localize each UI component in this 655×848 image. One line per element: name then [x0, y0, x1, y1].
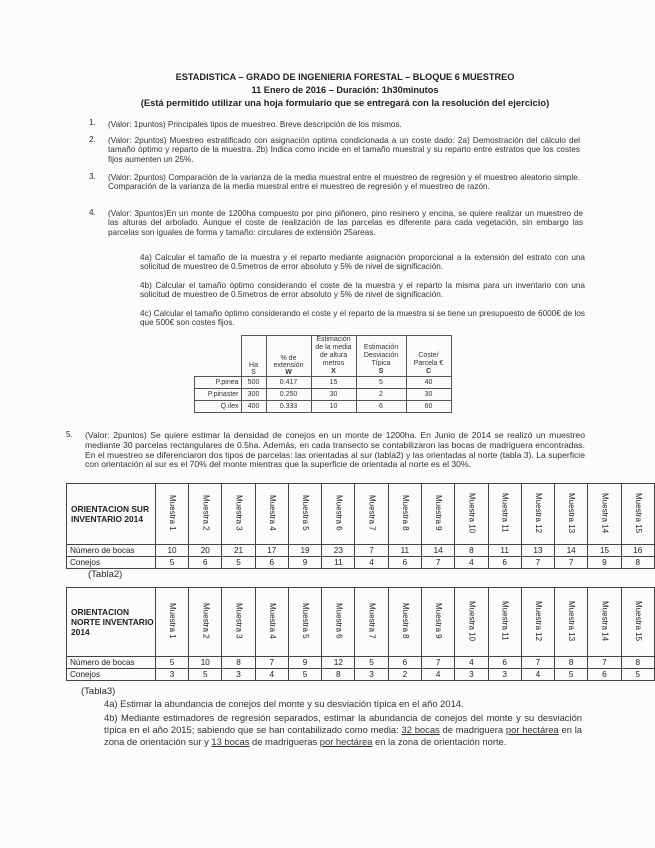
sample-value: 12 — [322, 657, 355, 669]
sample-value: 9 — [288, 557, 321, 569]
sample-value: 7 — [421, 557, 454, 569]
strata-ha: 500 — [241, 377, 266, 389]
sample-header: Muestra 10 — [455, 484, 488, 545]
sample-header: Muestra 8 — [388, 588, 421, 657]
sample-value: 8 — [621, 657, 654, 669]
sample-header: Muestra 13 — [555, 484, 588, 545]
sample-value: 5 — [189, 669, 222, 681]
sample-header: Muestra 9 — [421, 588, 454, 657]
strata-ha: 400 — [241, 401, 266, 413]
strata-row — [195, 377, 452, 389]
strata-name: Q.ilex — [195, 401, 242, 413]
sample-header: Muestra 11 — [488, 484, 521, 545]
table-sur-title: ORIENTACION SUR INVENTARIO 2014 — [67, 484, 156, 545]
sample-header: Muestra 1 — [155, 484, 188, 545]
strata-name: P.pinea — [195, 377, 242, 389]
sample-value: 7 — [255, 657, 288, 669]
sample-value: 5 — [155, 657, 188, 669]
strata-h-dev: Estimación Desviación Típica S — [356, 336, 406, 377]
sample-value: 7 — [355, 545, 388, 557]
sample-value: 5 — [155, 557, 188, 569]
q5a-text: 4a) Estimar la abundancia de conejos del monte y su desviación típica en el año 2014. — [104, 698, 464, 709]
sample-header: Muestra 5 — [288, 588, 321, 657]
sample-header: Muestra 14 — [588, 484, 621, 545]
table-norte-row2-label: Conejos — [67, 669, 156, 681]
table-norte-title: ORIENTACION NORTE INVENTARIO 2014 — [67, 588, 156, 657]
sample-value: 8 — [621, 557, 654, 569]
sample-value: 9 — [588, 557, 621, 569]
sample-value: 3 — [488, 669, 521, 681]
sample-header: Muestra 3 — [222, 588, 255, 657]
sample-value: 20 — [189, 545, 222, 557]
sample-value: 11 — [488, 545, 521, 557]
sample-value: 13 — [521, 545, 554, 557]
sample-value: 21 — [222, 545, 255, 557]
sample-value: 6 — [189, 557, 222, 569]
sample-value: 6 — [488, 557, 521, 569]
sample-value: 6 — [388, 657, 421, 669]
sample-header: Muestra 10 — [455, 588, 488, 657]
sample-value: 10 — [189, 657, 222, 669]
table-sur-row2-label: Conejos — [67, 557, 156, 569]
strata-c: 60 — [406, 401, 451, 413]
sample-value: 7 — [421, 657, 454, 669]
sample-value: 7 — [588, 657, 621, 669]
sample-value: 4 — [255, 669, 288, 681]
sample-value: 5 — [355, 657, 388, 669]
sample-value: 4 — [421, 669, 454, 681]
sample-header: Muestra 6 — [322, 484, 355, 545]
exam-note: (Está permitido utilizar una hoja formulario que se entregará con la resolución del ejercicio) — [140, 97, 550, 108]
sample-header: Muestra 8 — [388, 484, 421, 545]
table-norte-row1-label: Número de bocas — [67, 657, 156, 669]
exam-title: ESTADISTICA – GRADO DE INGENIERIA FORESTAL – BLOQUE 6 MUESTREO — [175, 72, 515, 82]
sample-value: 14 — [421, 545, 454, 557]
strata-name: P.pinaster — [195, 389, 242, 401]
sample-header: Muestra 7 — [355, 484, 388, 545]
sample-value: 11 — [322, 557, 355, 569]
sample-value: 6 — [488, 657, 521, 669]
strata-corner — [195, 336, 242, 377]
q2-number: 2. — [89, 135, 96, 144]
q4-text: (Valor: 3puntos)En un monte de 1200ha compuesto por pino piñonero, pino resinero y encina, se quiere realizar un muestreo de las alturas del arbolado. Aunque el coste de realización de las parcelas es diferente para cada vegetación, sin embargo las parcelas son iguales de forma y tamaño: circulares de extensión 25areas. — [108, 209, 583, 237]
strata-x: 30 — [311, 389, 356, 401]
sample-header: Muestra 11 — [488, 588, 521, 657]
sample-value: 19 — [288, 545, 321, 557]
strata-h-cost: Coste/ Parcela € C — [406, 336, 451, 377]
sample-value: 2 — [388, 669, 421, 681]
sample-value: 4 — [521, 669, 554, 681]
q4c-text: 4c) Calcular el tamaño óptimo considerando el coste y el reparto de la muestra si se tiene un presupuesto de 6000€ de los que 500€ son costes fijos. — [140, 309, 585, 328]
sample-header: Muestra 6 — [322, 588, 355, 657]
sample-value: 10 — [155, 545, 188, 557]
sample-value: 8 — [455, 545, 488, 557]
sample-value: 3 — [455, 669, 488, 681]
strata-c: 30 — [406, 389, 451, 401]
strata-s: 5 — [356, 377, 406, 389]
q1-text: (Valor: 1puntos) Principales tipos de muestreo. Breve descripción de los mismos. — [108, 120, 402, 129]
sample-value: 15 — [588, 545, 621, 557]
strata-table — [194, 335, 452, 413]
sample-value: 3 — [222, 669, 255, 681]
strata-w: 0.417 — [266, 377, 311, 389]
sample-header: Muestra 5 — [288, 484, 321, 545]
sample-value: 9 — [288, 657, 321, 669]
sample-value: 8 — [322, 669, 355, 681]
table-sur — [66, 483, 655, 569]
sample-header: Muestra 4 — [255, 484, 288, 545]
strata-h-est: Estimación de la media de altura metros X — [311, 336, 356, 377]
sample-header: Muestra 14 — [588, 588, 621, 657]
sample-value: 3 — [155, 669, 188, 681]
sample-value: 3 — [355, 669, 388, 681]
sample-header: Muestra 1 — [155, 588, 188, 657]
sample-header: Muestra 4 — [255, 588, 288, 657]
sample-header: Muestra 2 — [189, 588, 222, 657]
sample-value: 5 — [621, 669, 654, 681]
sample-header: Muestra 12 — [521, 588, 554, 657]
q5-number: 5. — [66, 430, 73, 439]
sample-header: Muestra 3 — [222, 484, 255, 545]
sample-value: 14 — [555, 545, 588, 557]
sample-value: 5 — [222, 557, 255, 569]
q4a-text: 4a) Calcular el tamaño de la muestra y el reparto mediante asignación proporcional a la extensión del estrato con una solicitud de muestreo de 0.5metros de error absoluto y 5% de nivel de significación. — [140, 253, 585, 272]
sample-value: 7 — [521, 657, 554, 669]
strata-c: 40 — [406, 377, 451, 389]
exam-date: 11 Enero de 2016 – Duración: 1h30minutos — [251, 85, 439, 95]
strata-s: 6 — [356, 401, 406, 413]
q1-number: 1. — [89, 118, 96, 127]
q3-number: 3. — [89, 172, 96, 181]
sample-value: 8 — [222, 657, 255, 669]
table-sur-caption: (Tabla2) — [88, 569, 123, 580]
strata-h-ext: % de extensión W — [266, 336, 311, 377]
sample-value: 8 — [555, 657, 588, 669]
q3-text: (Valor: 2puntos) Comparación de la varianza de la media muestral entre el muestreo de regresión y el muestreo aleatorio simple. Comparación de la varianza de la media muestral entre el muestreo de regresión y el muestreo de razón. — [108, 173, 580, 192]
strata-x: 15 — [311, 377, 356, 389]
strata-h-ha: Ha S — [241, 336, 266, 377]
strata-x: 10 — [311, 401, 356, 413]
sample-value: 4 — [355, 557, 388, 569]
sample-header: Muestra 7 — [355, 588, 388, 657]
sample-header: Muestra 15 — [621, 588, 654, 657]
sample-value: 17 — [255, 545, 288, 557]
strata-w: 0.333 — [266, 401, 311, 413]
sample-value: 7 — [521, 557, 554, 569]
q4-number: 4. — [89, 208, 96, 217]
q4b-text: 4b) Calcular el tamaño óptimo considerando el coste de la muestra y el reparto la misma para un inventario con una solicitud de muestreo de 0.5metros de error absoluto y 5% de nivel de significación. — [140, 281, 585, 300]
sample-value: 5 — [288, 669, 321, 681]
sample-header: Muestra 12 — [521, 484, 554, 545]
sample-value: 7 — [555, 557, 588, 569]
sample-value: 16 — [621, 545, 654, 557]
sample-header: Muestra 15 — [621, 484, 654, 545]
q5-text: (Valor: 2puntos) Se quiere estimar la densidad de conejos en un monte de 1200ha. En Junio de 2014 se realizó un muestreo mediante 30 parcelas rectangulares de 0.5ha. Además, en cada transecto se contabilizaron las bocas de madriguera encontradas. En el muestreo se diferenciaron dos tipos de parcelas: las orientadas al sur (tabla2) y las orientadas al norte (tabla 3). La superficie con orientación al sur es el 70% del monte mientras que la superficie de orientada al norte es el 30%. — [85, 430, 585, 470]
table-norte — [66, 587, 655, 681]
table-norte-caption: (Tabla3) — [81, 686, 116, 697]
sample-value: 4 — [455, 657, 488, 669]
sample-value: 6 — [588, 669, 621, 681]
sample-value: 11 — [388, 545, 421, 557]
strata-row — [195, 389, 452, 401]
sample-value: 4 — [455, 557, 488, 569]
sample-value: 6 — [255, 557, 288, 569]
q2-text: (Valor: 2puntos) Muestreo estratificado con asignación optima condicionada a un coste dado: 2a) Demostración del cálculo del tamaño óptimo y reparto de la muestra. 2b) Indica como incide en el tamaño muestral y su reparto entre estratos que los costes fijos aumenten un 25%. — [108, 136, 580, 164]
sample-value: 5 — [555, 669, 588, 681]
strata-row — [195, 401, 452, 413]
q5b-text: 4b) Mediante estimadores de regresión separados, estimar la abundancia de conejos del monte y su desviación típica en el año 2015; sabiendo que se han contabilizado como media: 32 bocas de madriguera por hectárea en la zona de orientación sur y 13 bocas de madrigueras por hectárea en la zona de orientación norte. — [104, 712, 582, 748]
sample-value: 23 — [322, 545, 355, 557]
sample-value: 6 — [388, 557, 421, 569]
strata-w: 0.250 — [266, 389, 311, 401]
strata-s: 2 — [356, 389, 406, 401]
table-sur-row1-label: Número de bocas — [67, 545, 156, 557]
sample-header: Muestra 2 — [189, 484, 222, 545]
sample-header: Muestra 9 — [421, 484, 454, 545]
sample-header: Muestra 13 — [555, 588, 588, 657]
strata-ha: 300 — [241, 389, 266, 401]
